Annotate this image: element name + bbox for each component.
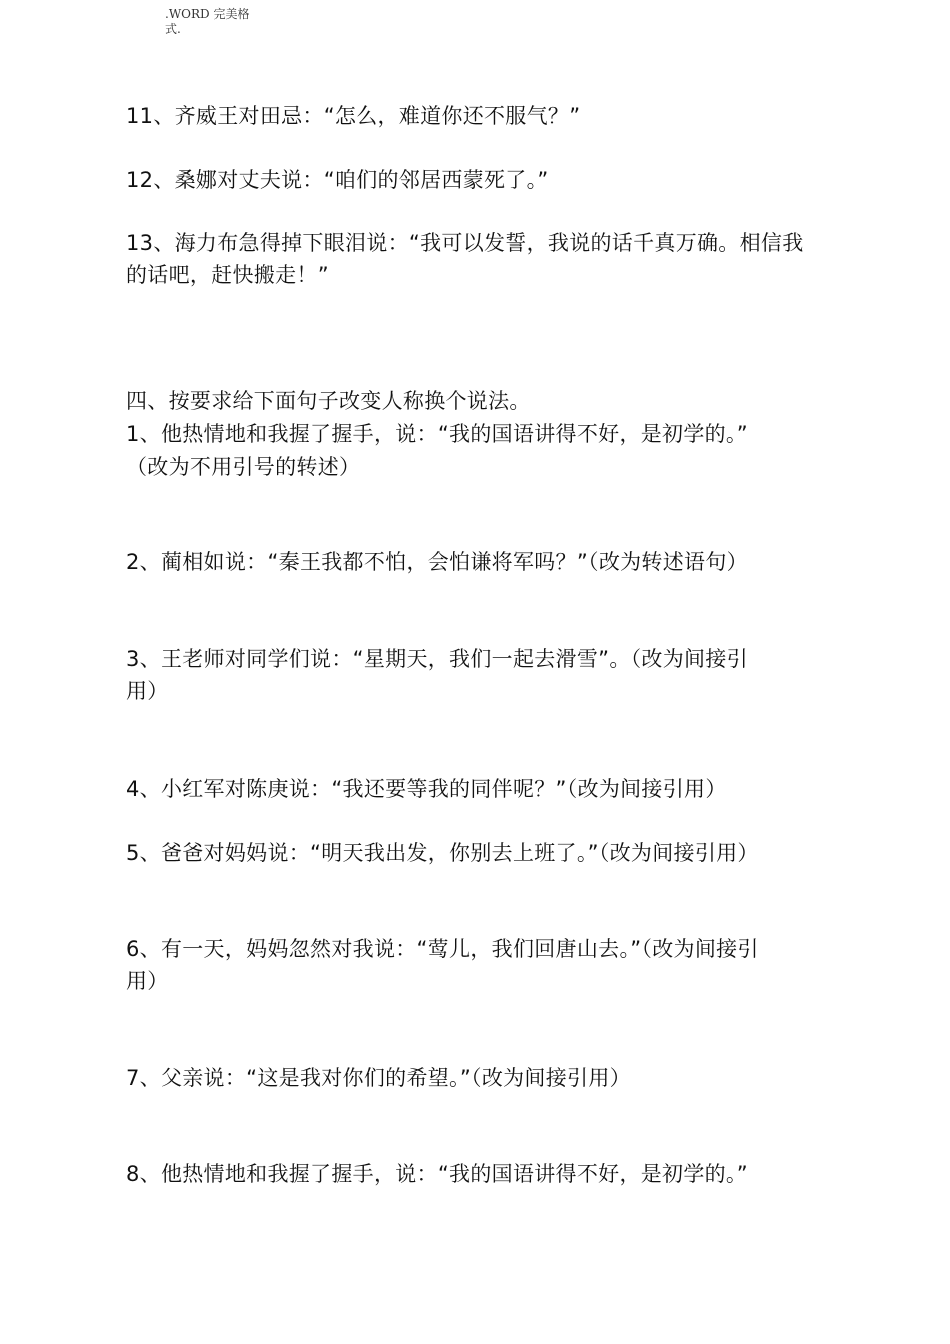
- task-item-3: 3、王老师对同学们说：“星期天，我们一起去滑雪”。（改为间接引: [126, 647, 748, 671]
- page-header: [165, 7, 275, 37]
- section-heading: 四、按要求给下面句子改变人称换个说法。: [126, 389, 531, 413]
- task-item-2: 2、蔺相如说：“秦王我都不怕，会怕谦将军吗？”（改为转述语句）: [126, 550, 748, 574]
- exercise-item-13-cont: 的话吧，赶快搬走！”: [126, 263, 329, 287]
- task-item-7: 7、父亲说：“这是我对你们的希望。”（改为间接引用）: [126, 1066, 631, 1090]
- task-item-6: 6、有一天，妈妈忽然对我说：“莺儿，我们回唐山去。”（改为间接引: [126, 937, 759, 961]
- header-line-1: .WORD 完美格: [165, 7, 250, 21]
- exercise-item-13: 13、海力布急得掉下眼泪说：“我可以发誓，我说的话千真万确。相信我: [126, 231, 804, 255]
- task-item-1-instruction: （改为不用引号的转述）: [126, 455, 361, 479]
- exercise-item-12: 12、桑娜对丈夫说：“咱们的邻居西蒙死了。”: [126, 168, 549, 192]
- task-item-5: 5、爸爸对妈妈说：“明天我出发，你别去上班了。”（改为间接引用）: [126, 841, 759, 865]
- task-item-6-cont: 用）: [126, 969, 169, 993]
- exercise-item-11: 11、齐威王对田忌：“怎么，难道你还不服气？”: [126, 104, 581, 128]
- task-item-1: 1、他热情地和我握了握手，说：“我的国语讲得不好，是初学的。”: [126, 422, 748, 446]
- task-item-3-cont: 用）: [126, 679, 169, 703]
- task-item-4: 4、小红军对陈庚说：“我还要等我的同伴呢？”（改为间接引用）: [126, 777, 727, 801]
- header-line-2: 式.: [165, 22, 181, 36]
- task-item-8: 8、他热情地和我握了握手，说：“我的国语讲得不好，是初学的。”: [126, 1162, 748, 1186]
